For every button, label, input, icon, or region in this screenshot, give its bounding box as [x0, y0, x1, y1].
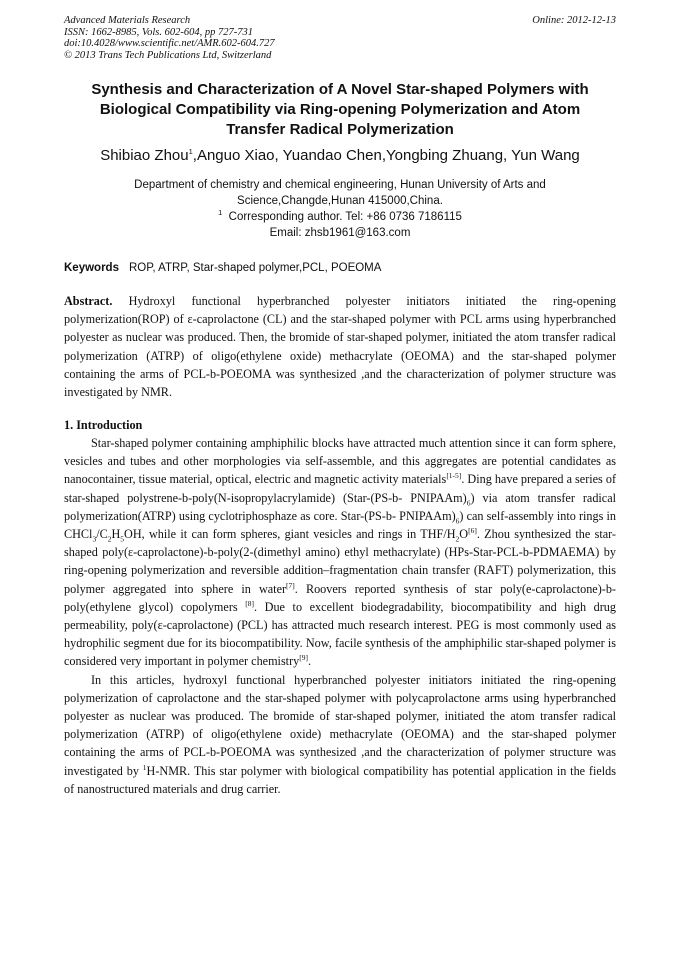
p1-text-k: . Due to excellent biodegradability, biocompatibility and high drug permeability, poly(ε-caprolactone) (PCL) has attracted much research interest. PEG is most commonly used as hydrophilic segment due for its biocompatibility. Now, facile synthesis of the amphiphilic star-shaped polymer is considered very important in polymer chemistry: [64, 599, 616, 669]
p1-text-f: H: [111, 527, 121, 542]
abstract-label: Abstract.: [64, 294, 113, 308]
author-list: [64, 146, 616, 166]
subscript-3: 3: [92, 534, 97, 544]
citation-9: [9]: [299, 653, 308, 663]
paper-title: [64, 80, 616, 140]
p1-text-g: OH, while it can form spheres, giant vesicles and rings in THF/H: [124, 527, 456, 542]
email-line: Email: zhsb1961@163.com: [269, 227, 411, 239]
citation-1-5: [1-5]: [446, 471, 462, 481]
p1-text-d: ) can self-assembly into rings in CHCl: [64, 508, 616, 542]
section-heading-introduction: 1. Introduction: [64, 418, 143, 432]
keywords-label: Keywords: [64, 262, 119, 274]
subscript-2: 2: [455, 534, 460, 544]
doi-line: doi:10.4028/www.scientific.net/AMR.602-604.727: [64, 38, 275, 50]
corr-text: Corresponding author. Tel: +86 0736 7186115: [228, 211, 462, 223]
p1-text-c: ) via atom transfer radical polymerization(ATRP) using cyclotriphosphaze as core. Star-(PS-b- PNIPAAm): [64, 490, 617, 523]
abstract-text: Hydroxyl functional hyperbranched polyester initiators initiated the ring-opening polymerization(ROP) of ε-caprolactone (CL) and the star-shaped polymer with PCL arms using hyperbranched polyester as nuclear was produced. Then, the bromide of star-shaped polymer, initiated the atom transfer radical polymerization (ATRP) of oligo(ethylene oxide) methacrylate (OEOMA) and the star-shaped polymer containing the arms of PCL-b-POEOMA was synthesized ,and the characterization of polymer structure was investigated by NMR.: [64, 294, 617, 400]
subscript-6: 6: [466, 498, 471, 508]
title-line-1: Synthesis and Characterization of A Novel Star-shaped Polymers with: [91, 81, 589, 98]
author-mark: 1: [188, 147, 193, 156]
keywords-line: [64, 261, 616, 275]
p2-text-b: H-NMR. This star polymer with biological compatibility has potential application in the fields of nanostructured materials and drug carrier.: [64, 763, 617, 796]
other-authors: ,Anguo Xiao, Yuandao Chen,Yongbing Zhuang, Yun Wang: [192, 147, 580, 164]
p1-text-e: /C: [96, 527, 108, 542]
intro-paragraph-1: [64, 434, 616, 671]
subscript-5: 5: [120, 534, 125, 544]
citation-8: [8]: [245, 598, 254, 608]
affiliation-block: [64, 177, 616, 241]
citation-6: [6]: [468, 525, 477, 535]
journal-header: [64, 15, 616, 61]
p1-text-h: O: [459, 527, 469, 542]
p1-text-i: . Zhou synthesized the star-shaped poly(ε-caprolactone)-b-poly(2-(dimethyl amino) ethyl methacrylate) (HPs-Star-PCL-b-PDMAEMA) by ring-opening polymerization and reversible addition–fragmentation chain transfer (RAFT) polymerization, this polymer aggregated into sphere in water: [64, 527, 616, 596]
p2-text-a: In this articles, hydroxyl functional hyperbranched polyester initiators initiated the ring-opening polymerization of caprolactone and the star-shaped polymer with polycaprolactone arms using hyperbranched polyester as nuclear was produced. The bromide of star-shaped polymer, initiated the atom transfer radical polymerization (ATRP) of oligo(ethylene oxide) methacrylate (OEOMA) and the star-shaped polymer containing the arms of PCL-b-POEOMA was synthesized ,and the characterization of polymer structure was investigated by: [64, 672, 616, 778]
abstract-paragraph: [64, 292, 616, 401]
title-line-2: Biological Compatibility via Ring-opening Polymerization and Atom: [99, 101, 581, 118]
subscript-6: 6: [455, 516, 460, 526]
affiliation-line-1: Department of chemistry and chemical engineering, Hunan University of Arts and: [134, 179, 546, 191]
title-line-3: Transfer Radical Polymerization: [226, 121, 454, 138]
online-date: Online: 2012-12-13: [532, 15, 616, 26]
corr-mark: 1: [218, 208, 223, 218]
p1-text-b: . Ding have prepared a series of star-shaped polystrene-b-poly(N-isopropylacrylamide) (Star-(PS-b- PNIPAAm): [64, 472, 616, 505]
first-author: Shibiao Zhou: [100, 147, 189, 164]
corresponding-author: [64, 209, 616, 225]
p1-text-j: . Roovers reported synthesis of star poly(e-caprolactone)-b-poly(ethylene glycol) copolymers: [64, 581, 616, 614]
p1-text-a: Star-shaped polymer containing amphiphilic blocks have attracted much attention since it can form sphere, vesicles and tubes and other morphologies via self-assemble, and this aggregates are potential candidates as nanocontainer, tissue material, optical, electric and magnetic activity materials: [64, 436, 616, 487]
superscript-1: 1: [142, 762, 147, 772]
subscript-2: 2: [107, 534, 112, 544]
introduction-body: [64, 434, 616, 798]
keywords-text: ROP, ATRP, Star-shaped polymer,PCL, POEOMA: [128, 262, 382, 274]
issn-line: ISSN: 1662-8985, Vols. 602-604, pp 727-731: [64, 26, 253, 38]
journal-name: Advanced Materials Research: [64, 15, 191, 26]
copyright-line: © 2013 Trans Tech Publications Ltd, Switzerland: [64, 49, 272, 61]
citation-7: [7]: [286, 580, 295, 590]
p1-text-l: .: [307, 654, 312, 669]
affiliation-line-2: Science,Changde,Hunan 415000,China.: [237, 195, 443, 207]
intro-paragraph-2: [64, 671, 616, 798]
